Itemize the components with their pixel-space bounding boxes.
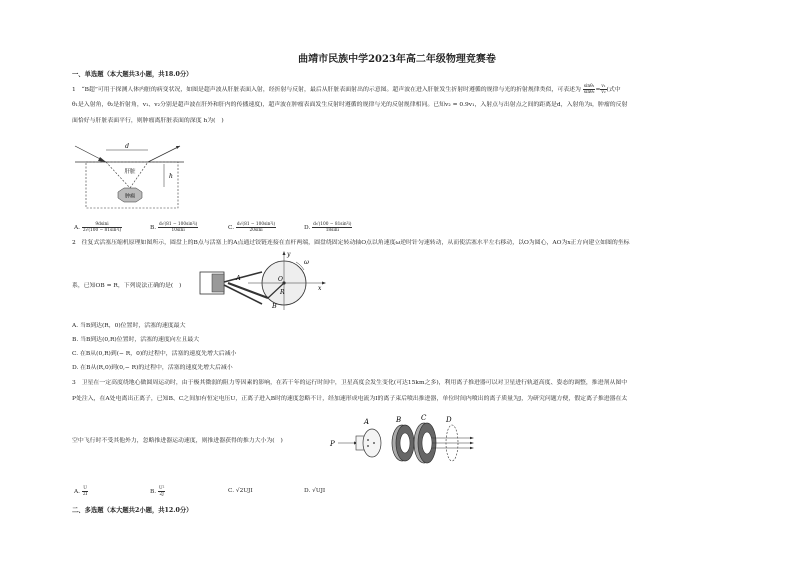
q3-ion-thruster-diagram	[326, 410, 476, 472]
q1-line-1-text: 1 “B超”可用于探测人体内脏的病变状况，如图是超声波从肝脏表面入射，经折射与反射，最后从肝脏表面射出的示意图。超声波在进入肝脏发生折射时遵循的规律与光的折射规律类似，可表述为	[72, 87, 581, 93]
q1-line-2: θ₁是入射角，θ₂是折射角，v₁、v₂分别是超声波在肝外和肝内的传播速度)，超声波在肿瘤表面发生反射时遵循的规律与光的反射规律相同。已知v₂ = 0.9v₁，入射点与出射点之间的距离是d，入射角为i，肿瘤的反射	[72, 102, 628, 108]
q3-line-2: P处注入，在A处电离出正离子，已知B、C之间加有恒定电压U，正离子进入B时的速度忽略不计，经加速形成电流为I的离子束后喷出推进器，单位时间内喷出的离子质量为J，为研究问题方便，假定离子推进器在太	[72, 396, 628, 402]
q3-option-b[interactable]: B. $\frac{\text{U²}}{2J}$	[150, 486, 165, 497]
q2-label-y: y	[287, 251, 291, 258]
q2-label-omega: ω	[304, 259, 309, 266]
section-heading-single-choice: 一、单选题（本大题共3小题，共18.0分）	[72, 71, 193, 78]
q3-option-c[interactable]: C. √2UJI	[228, 488, 253, 494]
q3-label-b: B	[396, 416, 402, 424]
q3-line-3: 空中飞行时不受其他外力，忽略推进器运动速度，则推进器获得的推力大小为( )	[72, 438, 283, 444]
q1-label-tumor: 肿瘤	[124, 193, 136, 200]
q3-label-a: A	[364, 418, 370, 426]
q3-label-d: D	[446, 416, 452, 424]
q1-formula-sin-ratio: $\frac{\text{sinθ₁}}{\text{sinθ₂}}$	[583, 84, 595, 95]
q1-line-1: 1 “B超”可用于探测人体内脏的病变状况，如图是超声波从肝脏表面入射，经折射与反射，最后从肝脏表面射出的示意图。超声波在进入肝脏发生折射时遵循的规律与光的折射规律类似，可表述为 $\frac{\text{sinθ₁}}{\text{sinθ₂}}$ = $\frac{\text{v₁}}{\text{v₂}}$ (式中	[72, 84, 621, 95]
q1-option-a[interactable]: A. $\frac{9dsini}{\text{2√(100 − 81sin²i)}}$	[74, 222, 122, 233]
q2-label-r: R	[280, 289, 285, 296]
q2-piston-diagram	[198, 250, 328, 320]
q3-option-d[interactable]: D. √UJI	[304, 488, 326, 494]
q2-label-x: x	[318, 285, 322, 292]
q1-option-c[interactable]: C. $\frac{\text{d√(81 − 100sin²i)}}{20\sin i}$	[228, 222, 276, 233]
q1-option-d[interactable]: D. $\frac{\text{d√(100 − 81sin²i)}}{18\sin i}$	[304, 222, 352, 233]
q3-option-a[interactable]: A. $\frac{U}{2I}$	[74, 486, 88, 497]
q1-liver-diagram	[72, 140, 192, 210]
q3-line-1: 3 卫星在一定高度绕地心做圆周运动时，由于极其微弱的阻力等因素的影响，在若干年的运行时间中，卫星高度会发生变化(可达15km之多)，利用离子推进器可以对卫星进行轨道高度、姿态的调整，推进剂从图中	[72, 380, 628, 386]
q2-line-2: 系，已知OB = R，下列说法正确的是( )	[72, 283, 182, 289]
q1-label-d: d	[125, 143, 129, 150]
q1-line-3: 面恰好与肝脏表面平行，则肿瘤离肝脏表面的深度 h为( )	[72, 118, 224, 124]
q2-option-a[interactable]: A. 当B到达(R，0)位置时，活塞的速度最大	[72, 323, 186, 329]
q1-label-liver: 肝脏	[124, 169, 136, 175]
section-heading-multiple-choice: 二、多选题（本大题共2小题，共12.0分）	[72, 507, 193, 514]
q1-option-b[interactable]: B. $\frac{\text{d√(81 − 100sin²i)}}{10\sin i}$	[150, 222, 198, 233]
q2-line-1: 2 往复式活塞压缩机原理如图所示，圆盘上的B点与活塞上的A点通过铰链连接在直杆两端，圆盘绕固定转动轴O点以角速度ω逆时针匀速转动，从而使活塞水平左右移动，以O为圆心，AO为x正方向建立如图的坐标	[72, 240, 630, 246]
q1-label-h: h	[169, 173, 173, 180]
page-title: 曲靖市民族中学2023年高二年级物理竞赛卷	[298, 54, 496, 65]
q2-label-o: O	[278, 276, 283, 283]
q2-option-b[interactable]: B. 当B到达(0,R)位置时，活塞的速度向左且最大	[72, 337, 200, 343]
q1-formula-v-ratio: $\frac{\text{v₁}}{\text{v₂}}$	[601, 84, 606, 95]
q2-label-b: B	[272, 302, 277, 310]
q2-label-a: A	[236, 274, 241, 282]
q2-option-c[interactable]: C. 在B从(0,R)到(− R，0)的过程中，活塞的速度先增大后减小	[72, 351, 237, 357]
q3-label-p: P	[330, 440, 335, 448]
q3-label-c: C	[421, 414, 427, 422]
q2-option-d[interactable]: D. 在B从(R,0)到(0,− R)的过程中，活塞的速度先增大后减小	[72, 365, 233, 371]
